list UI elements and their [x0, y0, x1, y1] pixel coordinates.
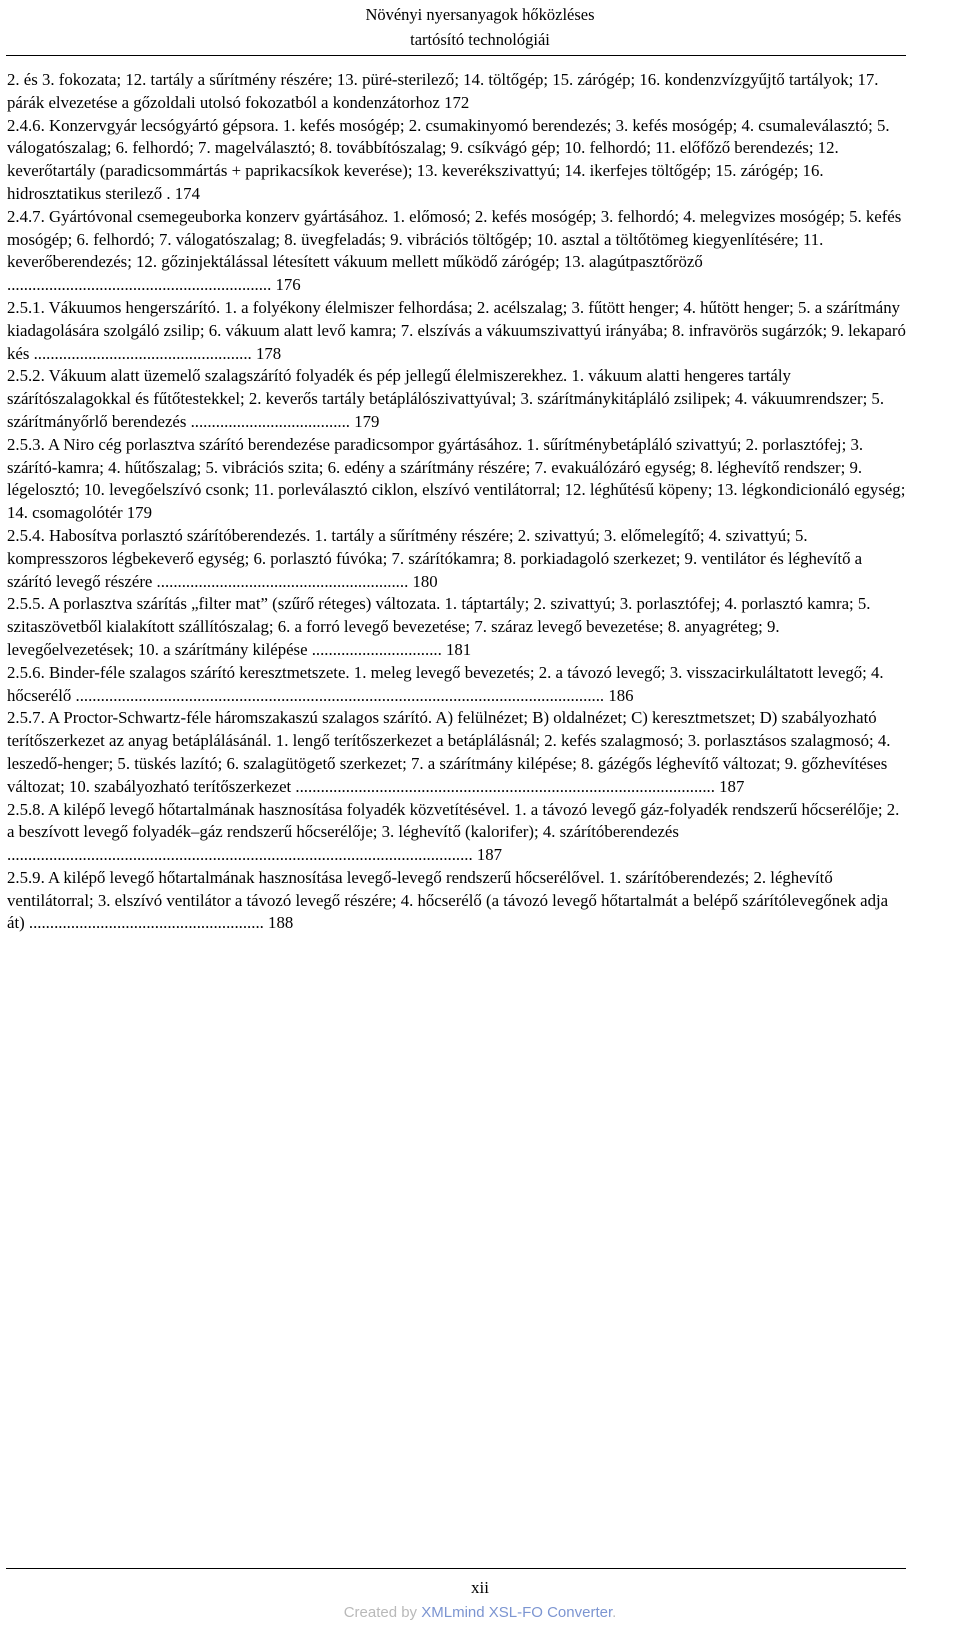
- list-item: [7, 115, 907, 206]
- entry-page-number: 176: [275, 275, 301, 295]
- watermark-suffix: .: [612, 1604, 617, 1621]
- entry-text: 2.5.6. Binder-féle szalagos szárító keresztmetszete. 1. meleg levegő bevezetés; 2. a távozó levegő; 3. visszacirkuláltatott levegő; 4. hőcserélő ..............................................................................................................................: [7, 662, 884, 705]
- list-item: [7, 662, 907, 708]
- entry-text: 2.5.8. A kilépő levegő hőtartalmának hasznosítása folyadék közvetítésével. 1. a távozó levegő gáz-folyadék rendszerű hőcserélője; 2. a beszívott levegő folyadék–gáz rendszerű hőcserélője; 3. léghevítő (kalorifer); 4. szárítóberendezés ...............................................................................................................: [7, 799, 900, 865]
- entry-page-number: 186: [608, 685, 634, 705]
- entry-page-number: 187: [476, 845, 503, 865]
- entry-text: 2.4.7. Gyártóvonal csemegeuborka konzerv gyártásához. 1. előmosó; 2. kefés mosógép; 3. felhordó; 4. melegvizes mosógép; 5. kefés mosógép; 6. felhordó; 7. válogatószalag; 8. üvegfeladás; 9. vibrációs töltőgép; 10. asztal a töltőtömeg kiegyenlítésére; 11. keverőberendezés; 12. gőzinjektálással létesített vákuum mellett működő zárógép; 13. alagútpasztőröző ...............................................................: [7, 206, 902, 295]
- entry-text: 2.5.3. A Niro cég porlasztva szárító berendezése paradicsompor gyártásához. 1. sűrítménybetápláló szivattyú; 2. porlasztófej; 3. szárító-kamra; 4. hűtőszalag; 5. vibrációs szita; 6. edény a szárítmány részére; 7. evakuálózáró egység; 8. léghevítő rendszer; 9. légelosztó; 10. levegőelszívó csonk; 11. porleválasztó ciklon, elszívó ventilátorral; 12. léghűtésű köpeny; 13. légkondicionáló egység; 14. csomagolótér: [7, 434, 906, 523]
- entry-page-number: 174: [174, 183, 200, 203]
- list-item: [7, 867, 907, 935]
- watermark-brand-link[interactable]: XMLmind XSL-FO Converter: [421, 1604, 613, 1621]
- list-item: [7, 799, 907, 867]
- entry-text: 2.4.6. Konzervgyár lecsógyártó gépsora. 1. kefés mosógép; 2. csumakinyomó berendezés; 3. kefés mosógép; 4. csumaleválasztó; 5. válogatószalag; 6. felhordó; 7. magelválasztó; 8. továbbítószalag; 9. csíkvágó gép; 10. felhordó; 11. előfőző berendezés; 12. keverőtartály (paradicsommártás + paprikacsíkok keverése); 13. keverékszivattyú; 14. ikerfejes töltőgép; 15. zárógép; 16. hidrosztatikus sterilező .: [7, 115, 890, 203]
- entry-text: 2.5.4. Habosítva porlasztó szárítóberendezés. 1. tartály a sűrítmény részére; 2. szivattyú; 3. előmelegítő; 4. szivattyú; 5. kompresszoros légbekeverő egység; 6. porlasztó fúvóka; 7. szárítókamra; 8. porkiadagoló szerkezet; 9. ventilátor és léghevítő a szárító levegő részére ............................................................: [7, 525, 863, 591]
- entry-page-number: 188: [268, 913, 294, 933]
- list-item: [7, 206, 907, 297]
- list-item: [7, 434, 907, 525]
- header-divider: [6, 55, 906, 56]
- entry-page-number: 180: [412, 571, 438, 591]
- figure-list: [7, 69, 907, 935]
- list-item: [7, 525, 907, 593]
- entry-text: 2.5.9. A kilépő levegő hőtartalmának hasznosítása levegő-levegő rendszerű hőcserélővel. 1. szárítóberendezés; 2. léghevítő ventilátorral; 3. elszívó ventilátor a távozó levegő részére; 4. hőcserélő (a távozó levegő hőtartalmát a belépő szárítólevegőnek adja át) ........................................................: [7, 867, 889, 933]
- entry-text: 2.5.2. Vákuum alatt üzemelő szalagszárító folyadék és pép jellegű élelmiszerekhez. 1. vákuum alatti hengeres tartály szárítószalagokkal és fűtőtestekkel; 2. keverős tartály betáplálószivattyúval; 3. szárítmánykitápláló zsilipek; 4. vákuumrendszer; 5. szárítmányőrlő berendezés ......................................: [7, 366, 885, 431]
- entry-page-number: 179: [126, 503, 152, 523]
- entry-page-number: 178: [255, 343, 282, 363]
- header-title-line-2: tartósító technológiái: [410, 30, 550, 49]
- entry-page-number: 179: [354, 411, 380, 431]
- entry-text: 2.5.7. A Proctor-Schwartz-féle háromszakaszú szalagos szárító. A) felülnézet; B) oldalnézet; C) keresztmetszet; D) szabályozható terítőszerkezet az anyag betáplálásánál. 1. lengő terítőszerkezet a betáplálásnál; 2. kefés szalagmosó; 3. porlasztásos szalagmosó; 4. leszedő-henger; 5. tüskés lazító; 6. szalagütögető szerkezet; 7. a szárítmány kilépése; 8. gázégős léghevítő változat; 9. gőzhevítéses változat; 10. szabályozható terítőszerkezet ....................................................................................................: [7, 708, 891, 796]
- converter-watermark: [0, 1604, 960, 1621]
- page-number: xii: [471, 1578, 489, 1597]
- entry-text: 2.5.5. A porlasztva szárítás „filter mat” (szűrő réteges) változata. 1. táptartály; 2. szivattyú; 3. porlasztófej; 4. porlasztó kamra; 5. szitaszövetből kialakított szállítószalag; 6. a forró levegő bevezetése; 7. száraz levegő bevezetése; 8. anyagréteg; 9. levegőelvezetések; 10. a szárítmány kilépése ...............................: [7, 594, 871, 659]
- list-item: [7, 365, 907, 433]
- entry-page-number: 187: [719, 776, 745, 796]
- list-item: [7, 593, 907, 661]
- entry-text: 2.5.1. Vákuumos hengerszárító. 1. a folyékony élelmiszer felhordása; 2. acélszalag; 3. fűtött henger; 4. hűtött henger; 5. a szárítmány kiadagolására szolgáló zsilip; 6. vákuum alatt levő kamra; 7. elszívás a vákuumszivattyú irányába; 8. infravörös sugárzók; 9. lekaparó kés ....................................................: [7, 297, 906, 363]
- list-item: [7, 707, 907, 798]
- list-item: [7, 297, 907, 365]
- entry-page-number: 172: [444, 92, 470, 112]
- watermark-prefix: Created by: [343, 1604, 422, 1621]
- entry-text: 2. és 3. fokozata; 12. tartály a sűrítmény részére; 13. püré-sterilező; 14. töltőgép; 15. zárógép; 16. kondenzvízgyűjtő tartályok; 17. párák elvezetése a gőzoldali utolsó fokozatból a kondenzátorhoz: [7, 70, 879, 112]
- footer-divider: [6, 1568, 906, 1569]
- header-title-line-1: Növényi nyersanyagok hőközléses: [365, 5, 595, 24]
- list-item: [7, 69, 907, 115]
- entry-page-number: 181: [445, 639, 472, 659]
- running-header: [0, 0, 960, 52]
